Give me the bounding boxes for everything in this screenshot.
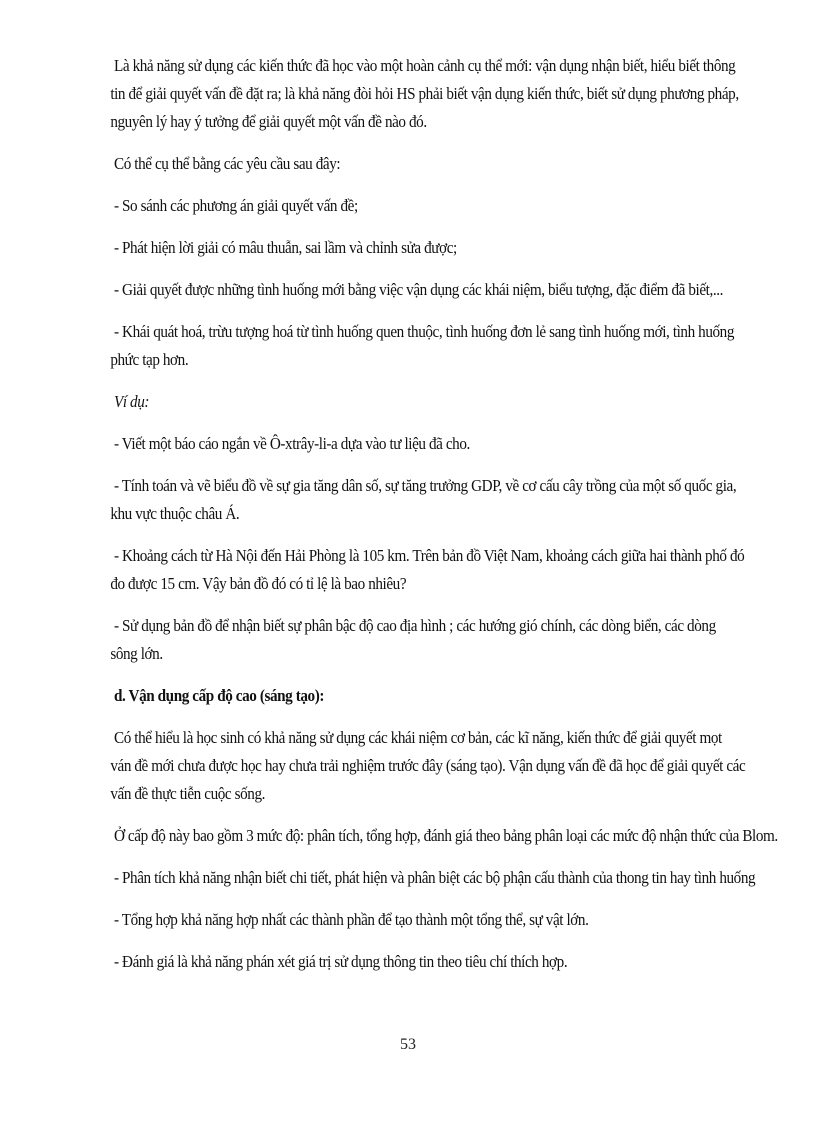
text-line: - Khoảng cách từ Hà Nội đến Hải Phòng là 105 km. Trên bản đồ Việt Nam, khoảng cách giữa hai thành phố đó xyxy=(114,546,745,565)
list-item-generalize xyxy=(110,318,758,374)
text-line: đo được 15 cm. Vậy bản đồ đó có tỉ lệ là bao nhiêu? xyxy=(110,574,407,593)
list-item-solve-situations xyxy=(114,276,758,304)
text-line: - Phân tích khả năng nhận biết chi tiết, phát hiện và phân biệt các bộ phận cấu thành của thong tin hay tình huống xyxy=(114,868,756,887)
text-line: nguyên lý hay ý tưởng để giải quyết một vấn đề nào đó. xyxy=(110,112,427,131)
paragraph-levels xyxy=(114,822,778,850)
text-line: Có thể cụ thể bằng các yêu cầu sau đây: xyxy=(114,154,341,173)
example-item-map-usage xyxy=(110,612,758,668)
example-item-report xyxy=(114,430,758,458)
list-item-compare xyxy=(114,192,758,220)
list-item-analysis xyxy=(114,864,758,892)
text-line: - Sử dụng bản đồ để nhận biết sự phân bậc độ cao địa hình ; các hướng gió chính, các dòng biển, các dòng xyxy=(114,616,716,635)
paragraph-requirements-intro xyxy=(114,150,758,178)
section-heading xyxy=(114,682,758,710)
text-line: - Tổng hợp khả năng hợp nhất các thành phần để tạo thành một tổng thể, sự vật lớn. xyxy=(114,910,589,929)
text-line: - So sánh các phương án giải quyết vấn đề; xyxy=(114,196,358,215)
list-item-detect-errors xyxy=(114,234,758,262)
text-line: tin để giải quyết vấn đề đặt ra; là khả năng đòi hỏi HS phải biết vận dụng kiến thức, biết sử dụng phương pháp, xyxy=(110,84,739,103)
text-line: - Giải quyết được những tình huống mới bằng việc vận dụng các khái niệm, biểu tượng, đặc điểm đã biết,... xyxy=(114,280,723,299)
text-line: vấn đề thực tiễn cuộc sống. xyxy=(110,784,266,803)
text-line: - Phát hiện lời giải có mâu thuẫn, sai lầm và chỉnh sửa được; xyxy=(114,238,457,257)
text-line: - Viết một báo cáo ngắn về Ô-xtrây-li-a dựa vào tư liệu đã cho. xyxy=(114,434,470,453)
text-line: Ở cấp độ này bao gồm 3 mức độ: phân tích, tổng hợp, đánh giá theo bảng phân loại các mức độ nhận thức của Blom. xyxy=(114,826,778,845)
text-line: sông lớn. xyxy=(110,644,163,663)
text-line: Có thể hiểu là học sinh có khả năng sử dụng các khái niệm cơ bản, các kĩ năng, kiến thức để giải quyết mọt xyxy=(114,728,722,747)
text-line: phức tạp hơn. xyxy=(110,350,189,369)
example-heading xyxy=(114,388,758,416)
list-item-synthesis xyxy=(114,906,758,934)
page-body xyxy=(110,52,778,990)
text-line: d. Vận dụng cấp độ cao (sáng tạo): xyxy=(114,686,325,705)
example-item-map-scale xyxy=(110,542,758,598)
list-item-evaluation xyxy=(114,948,758,976)
text-line: Ví dụ: xyxy=(114,392,150,411)
text-line: - Đánh giá là khả năng phán xét giá trị sử dụng thông tin theo tiêu chí thích hợp. xyxy=(114,952,568,971)
paragraph-application-definition xyxy=(110,52,758,136)
paragraph-high-level-definition xyxy=(110,724,758,808)
example-item-chart xyxy=(110,472,758,528)
text-line: Là khả năng sử dụng các kiến thức đã học vào một hoàn cảnh cụ thể mới: vận dụng nhận biết, hiểu biết thông xyxy=(114,56,736,75)
text-line: - Tính toán và vẽ biểu đồ về sự gia tăng dân số, sự tăng trưởng GDP, về cơ cấu cây trồng của một số quốc gia, xyxy=(114,476,737,495)
text-line: ván đề mới chưa được học hay chưa trải nghiệm trước đây (sáng tạo). Vận dụng vấn đề đã học để giải quyết các xyxy=(110,756,746,775)
text-line: khu vực thuộc châu Á. xyxy=(110,504,240,523)
text-line: - Khái quát hoá, trừu tượng hoá từ tình huống quen thuộc, tình huống đơn lẻ sang tình huống mới, tình huống xyxy=(114,322,735,341)
page-number: 53 xyxy=(400,1036,416,1053)
